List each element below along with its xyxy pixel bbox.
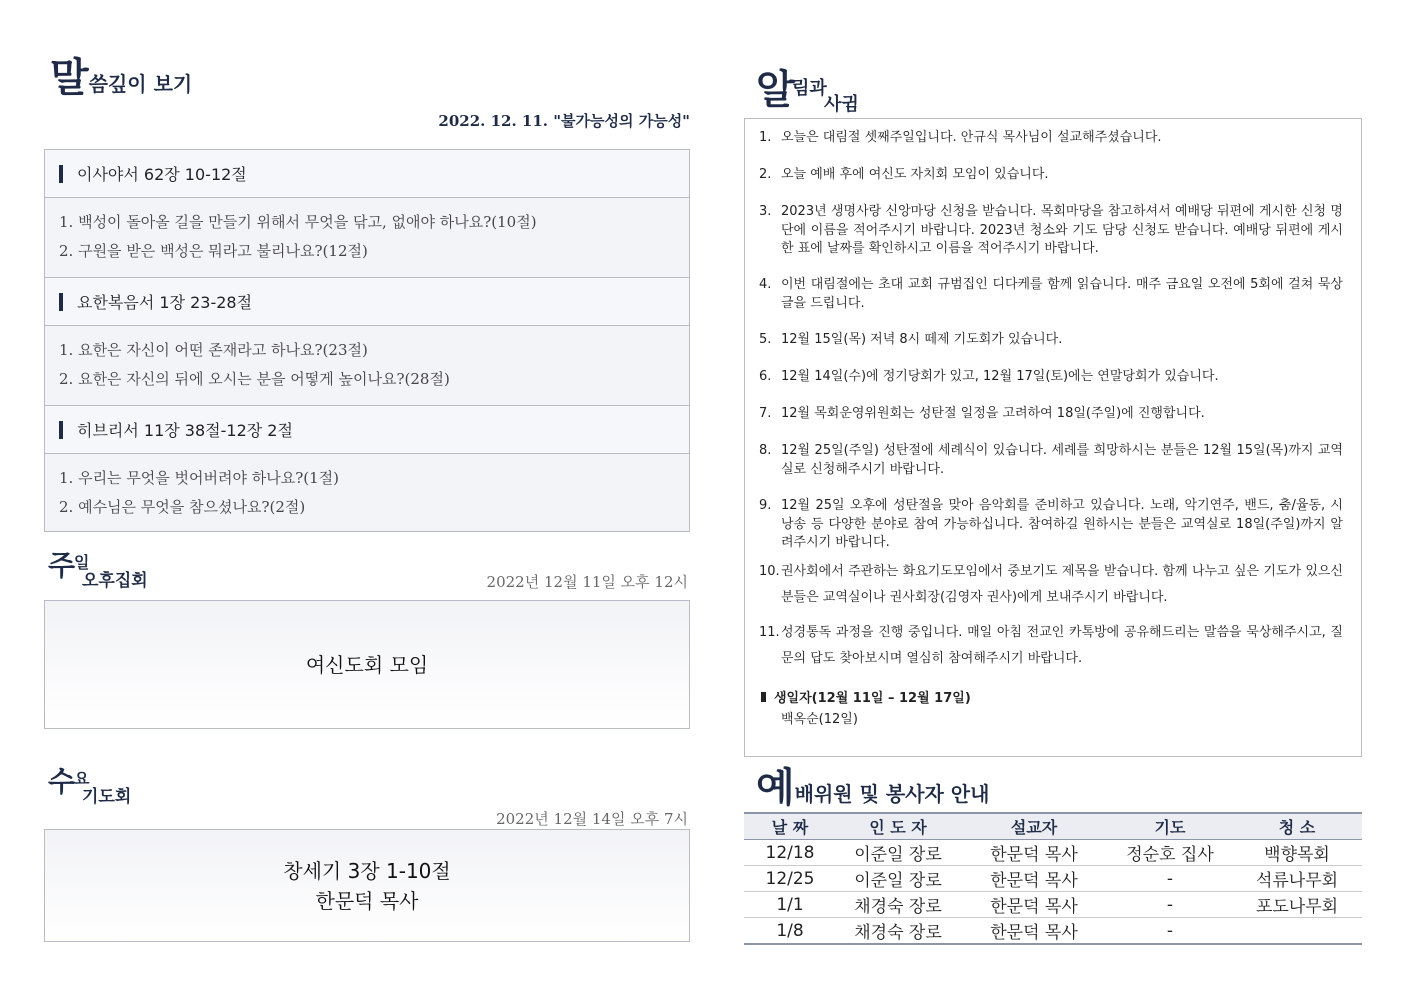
notice-item xyxy=(759,405,1343,424)
notice-text: 성경통독 과정을 진행 중입니다. 매일 아침 전교인 카톡방에 공유해드리는 말씀을 묵상해주시고, 질문의 답도 찾아보시며 열심히 참여해주시기 바랍니다. xyxy=(781,625,1343,666)
service-roster-heading xyxy=(756,764,990,811)
table-header-row xyxy=(744,813,1362,840)
heading-initial: 수 xyxy=(48,765,76,798)
heading-rest: 오후집회 xyxy=(82,571,148,591)
notice-number: 3. xyxy=(759,204,772,219)
header-leader: 인 도 자 xyxy=(836,813,960,840)
heading-small: 일 xyxy=(74,553,90,572)
service-roster-table xyxy=(744,812,1362,945)
cell-cleaning: 백향목회 xyxy=(1232,840,1362,866)
notice-number: 5. xyxy=(759,332,772,347)
notice-item xyxy=(759,331,1343,350)
birthday-title-text: 생일자(12월 11일 – 12월 17일) xyxy=(774,691,971,706)
table-row xyxy=(744,866,1362,892)
notices-heading xyxy=(756,58,896,114)
scripture-heading-1 xyxy=(45,150,689,198)
notice-number: 2. xyxy=(759,167,772,182)
cell-prayer: 정순호 집사 xyxy=(1108,840,1232,866)
notice-text: 12월 목회운영위원회는 성탄절 일정을 고려하여 18일(주일)에 진행합니다. xyxy=(781,406,1205,421)
notice-number: 7. xyxy=(759,406,772,421)
heading-rest: 사귐 xyxy=(824,94,859,115)
birthday-section xyxy=(761,687,971,727)
heading-small: 림과 xyxy=(792,78,827,99)
sunday-content-box xyxy=(44,600,690,729)
heading-rest: 배위원 및 봉사자 안내 xyxy=(794,782,990,806)
notice-text: 오늘 예배 후에 여신도 자치회 모임이 있습니다. xyxy=(781,167,1049,182)
notice-text: 오늘은 대림절 셋째주일입니다. 안규식 목사님이 설교해주셨습니다. xyxy=(781,130,1162,145)
scripture-title: 히브리서 11장 38절-12장 2절 xyxy=(77,421,293,440)
notice-text: 12월 15일(목) 저녁 8시 떼제 기도회가 있습니다. xyxy=(781,332,1063,347)
notices-box xyxy=(744,118,1362,757)
scripture-heading-3 xyxy=(45,406,689,454)
scripture-title: 이사야서 62장 10-12절 xyxy=(77,165,247,184)
cell-prayer: - xyxy=(1108,918,1232,945)
heading-rest: 씀깊이 보기 xyxy=(88,72,193,96)
header-date: 날 짜 xyxy=(744,813,836,840)
notice-text: 2023년 생명사랑 신앙마당 신청을 받습니다. 목회마당을 참고하셔서 예배당 뒤편에 게시한 신청 명단에 이름을 적어주시기 바랍니다. 2023년 청소와 기도 담당 신청도 받습니다. 예배당 뒤편에 게시한 표에 날짜를 확인하시고 이름을 적어주시기 바랍니다. xyxy=(781,204,1343,256)
cell-leader: 이준일 장로 xyxy=(836,840,960,866)
cell-date: 12/18 xyxy=(744,840,836,866)
heading-initial: 주 xyxy=(48,549,76,582)
notice-item xyxy=(759,497,1343,553)
header-preacher: 설교자 xyxy=(960,813,1108,840)
notice-number: 1. xyxy=(759,130,772,145)
notice-number: 6. xyxy=(759,369,772,384)
notice-item xyxy=(759,368,1343,387)
wednesday-preacher: 한문덕 목사 xyxy=(315,888,419,913)
heading-initial: 말 xyxy=(50,54,89,101)
sunday-datetime: 2022년 12월 11일 오후 12시 xyxy=(486,573,688,591)
question-item: 1. 요한은 자신이 어떤 존재라고 하나요?(23절) xyxy=(59,341,368,359)
cell-leader: 채경숙 장로 xyxy=(836,892,960,918)
heading-marker xyxy=(59,165,63,183)
sunday-content: 여신도회 모임 xyxy=(305,652,429,677)
question-item: 1. 우리는 무엇을 벗어버려야 하나요?(1절) xyxy=(59,469,340,487)
birthday-names: 백옥순(12일) xyxy=(781,712,858,727)
notice-text: 12월 25일(주일) 성탄절에 세례식이 있습니다. 세례를 희망하시는 분들은 12월 15일(목)까지 교역실로 신청해주시기 바랍니다. xyxy=(781,443,1343,477)
cell-prayer: - xyxy=(1108,892,1232,918)
wednesday-datetime: 2022년 12월 14일 오후 7시 xyxy=(496,810,688,828)
word-study-heading xyxy=(50,54,193,101)
wednesday-content-box xyxy=(44,829,690,942)
notice-item xyxy=(759,129,1343,148)
header-cleaning: 청 소 xyxy=(1232,813,1362,840)
scripture-questions-3 xyxy=(45,454,689,531)
bullet-marker xyxy=(761,692,766,702)
cell-preacher: 한문덕 목사 xyxy=(960,866,1108,892)
notice-item xyxy=(759,276,1343,313)
cell-leader: 이준일 장로 xyxy=(836,866,960,892)
cell-cleaning: 포도나무회 xyxy=(1232,892,1362,918)
notice-item xyxy=(759,203,1343,259)
notice-number: 11. xyxy=(759,625,780,640)
notice-text: 12월 25일 오후에 성탄절을 맞아 음악회를 준비하고 있습니다. 노래, 악기연주, 밴드, 춤/율동, 시 낭송 등 다양한 분야로 참여 가능하십니다. 참여하길 원하시는 분들은 교역실로 18일(주일)까지 알려주시기 바랍니다. xyxy=(781,498,1343,550)
heading-rest: 기도회 xyxy=(82,787,132,807)
birthday-title xyxy=(761,687,971,706)
cell-preacher: 한문덕 목사 xyxy=(960,840,1108,866)
cell-preacher: 한문덕 목사 xyxy=(960,918,1108,945)
cell-preacher: 한문덕 목사 xyxy=(960,892,1108,918)
notice-text: 12월 14일(수)에 정기당회가 있고, 12월 17일(토)에는 연말당회가 있습니다. xyxy=(781,369,1219,384)
heading-initial: 예 xyxy=(756,764,795,811)
header-prayer: 기도 xyxy=(1108,813,1232,840)
notice-item xyxy=(759,559,1343,611)
question-item: 2. 예수님은 무엇을 참으셨나요?(2절) xyxy=(59,498,306,516)
question-item: 1. 백성이 돌아올 길을 만들기 위해서 무엇을 닦고, 없애야 하나요?(10절) xyxy=(59,213,537,231)
cell-date: 1/8 xyxy=(744,918,836,945)
table-row xyxy=(744,892,1362,918)
notice-text: 권사회에서 주관하는 화요기도모임에서 중보기도 제목을 받습니다. 함께 나누고 싶은 기도가 있으신 분들은 교역실이나 권사회장(김영자 권사)에게 보내주시기 바랍니다. xyxy=(781,564,1343,605)
table-row xyxy=(744,840,1362,866)
notice-number: 4. xyxy=(759,277,772,292)
notice-number: 9. xyxy=(759,498,772,513)
scripture-heading-2 xyxy=(45,278,689,326)
table-row xyxy=(744,918,1362,945)
cell-date: 12/25 xyxy=(744,866,836,892)
cell-cleaning: 석류나무회 xyxy=(1232,866,1362,892)
notice-item xyxy=(759,442,1343,479)
wednesday-scripture: 창세기 3장 1-10절 xyxy=(283,858,451,883)
notice-number: 8. xyxy=(759,443,772,458)
question-item: 2. 구원을 받은 백성은 뭐라고 불리나요?(12절) xyxy=(59,242,368,260)
heading-initial: 알 xyxy=(756,66,795,113)
scripture-questions-box xyxy=(44,149,690,532)
sermon-subtitle: 2022. 12. 11. "불가능성의 가능성" xyxy=(438,112,690,130)
heading-marker xyxy=(59,293,63,311)
heading-small: 요 xyxy=(74,769,90,788)
notice-text: 이번 대림절에는 초대 교회 규범집인 디다케를 함께 읽습니다. 매주 금요일 오전에 5회에 걸쳐 묵상 글을 드립니다. xyxy=(781,277,1343,311)
notice-item xyxy=(759,166,1343,185)
scripture-questions-2 xyxy=(45,326,689,406)
notice-number: 10. xyxy=(759,564,780,579)
question-item: 2. 요한은 자신의 뒤에 오시는 분을 어떻게 높이나요?(28절) xyxy=(59,370,450,388)
scripture-questions-1 xyxy=(45,198,689,278)
cell-prayer: - xyxy=(1108,866,1232,892)
cell-date: 1/1 xyxy=(744,892,836,918)
heading-marker xyxy=(59,421,63,439)
cell-leader: 채경숙 장로 xyxy=(836,918,960,945)
notice-item xyxy=(759,620,1343,672)
cell-cleaning xyxy=(1232,918,1362,945)
scripture-title: 요한복음서 1장 23-28절 xyxy=(77,293,253,312)
